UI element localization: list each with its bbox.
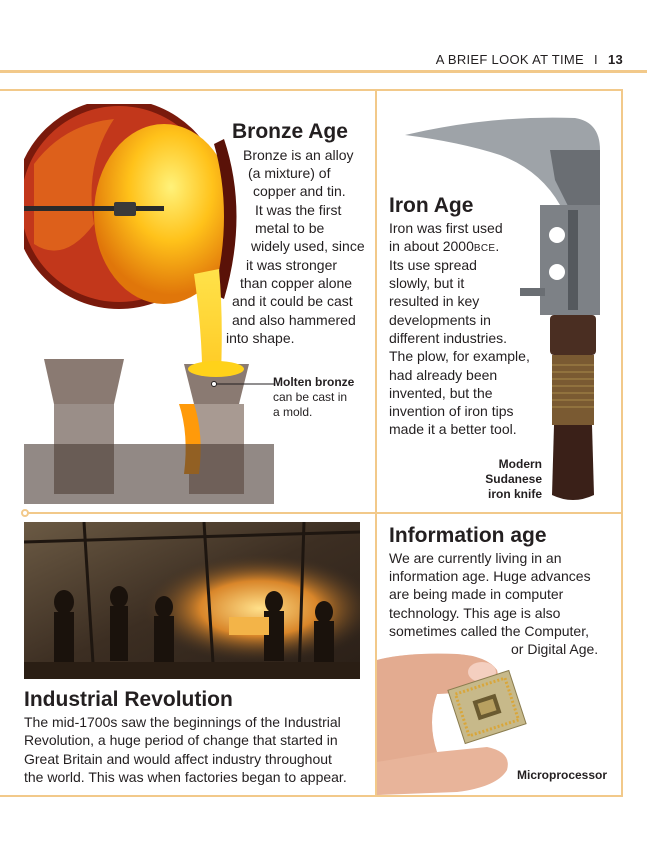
molten-bronze-caption <box>273 375 354 420</box>
caption-line: iron knife <box>487 487 542 501</box>
header-rule <box>0 70 647 73</box>
era-label: BCE <box>473 243 496 254</box>
industrial-line: Great Britain and would affect industry throughout <box>24 751 332 767</box>
panel-rule-middle <box>24 512 623 514</box>
iron-line: different industries. <box>389 330 508 346</box>
caption-heading: Molten bronze <box>273 375 355 389</box>
microprocessor-caption: Microprocessor <box>517 768 608 782</box>
information-line: technology. This age is also <box>389 605 561 621</box>
bronze-line: widely used, since <box>251 238 365 254</box>
industrial-line: The mid-1700s saw the beginnings of the Industrial <box>24 714 341 730</box>
header-text <box>436 52 623 67</box>
caption-line: Modern <box>498 457 542 471</box>
industrial-line: Revolution, a huge period of change that started in <box>24 732 338 748</box>
header-separator: I <box>594 52 598 67</box>
iron-age-title: Iron Age <box>389 194 474 217</box>
factory-painting <box>24 522 360 679</box>
bronze-line: metal to be <box>255 220 325 236</box>
information-line: We are currently living in an <box>389 550 562 566</box>
information-line: are being made in computer <box>389 586 564 602</box>
caption-line: Sudanese <box>485 472 542 486</box>
rule-dot <box>21 509 29 517</box>
iron-date-end: . <box>495 238 500 254</box>
caption-line: can be cast in <box>273 390 348 404</box>
caption-line: a mold. <box>273 405 313 419</box>
information-age-title: Information age <box>389 524 547 547</box>
iron-line: resulted in key <box>389 293 480 309</box>
bronze-line: copper and tin. <box>253 183 346 199</box>
iron-line: The plow, for example, <box>389 348 530 364</box>
bronze-line: (a mixture) of <box>248 165 331 181</box>
industrial-revolution-title: Industrial Revolution <box>24 688 233 711</box>
bronze-line: and it could be cast <box>232 293 353 309</box>
bronze-line: and also hammered <box>232 312 356 328</box>
bronze-line: into shape. <box>226 330 295 346</box>
iron-line: invented, but the <box>389 385 493 401</box>
information-line: sometimes called the Computer, <box>389 623 589 639</box>
section-title: A BRIEF LOOK AT TIME <box>435 52 585 67</box>
panel-rule-top <box>0 89 623 91</box>
bronze-line: Bronze is an alloy <box>243 147 354 163</box>
information-line: or Digital Age. <box>511 641 599 657</box>
bronze-age-title: Bronze Age <box>232 120 348 143</box>
iron-date-text: in about 2000 <box>389 238 474 254</box>
iron-line: developments in <box>389 312 491 328</box>
iron-line: invention of iron tips <box>389 403 514 419</box>
iron-line: Iron was first used <box>389 220 503 236</box>
bronze-line: than copper alone <box>240 275 353 291</box>
information-line: information age. Huge advances <box>389 568 591 584</box>
iron-line: Its use spread <box>389 257 477 273</box>
iron-line: slowly, but it <box>389 275 465 291</box>
iron-knife-caption <box>482 457 542 502</box>
bronze-line: It was the first <box>255 202 342 218</box>
industrial-line: the world. This was when factories began to appear. <box>24 769 347 785</box>
running-header <box>0 50 647 74</box>
iron-line: had already been <box>389 367 498 383</box>
iron-line: made it a better tool. <box>389 421 517 437</box>
page-number: 13 <box>607 52 623 67</box>
panel-rule-bottom <box>0 795 623 797</box>
bronze-line: it was stronger <box>246 257 338 273</box>
panel-rule-right <box>621 89 623 797</box>
